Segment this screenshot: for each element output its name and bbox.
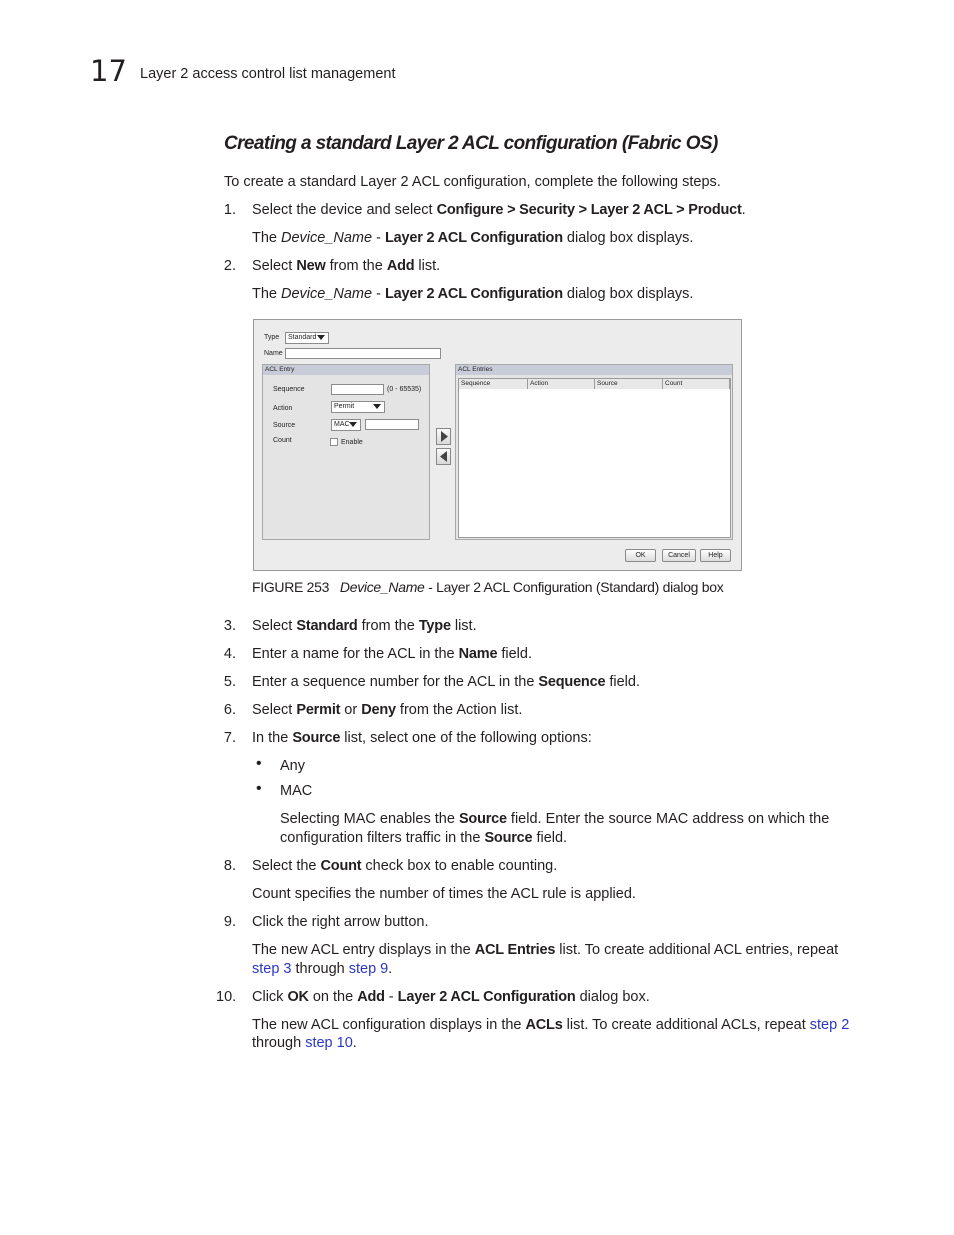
step-1-number: 1. bbox=[223, 202, 236, 218]
step-3-text: Select Standard from the Type list. bbox=[252, 618, 477, 634]
source-value: MAC bbox=[334, 421, 350, 428]
type-label: Type bbox=[264, 334, 280, 341]
type-select[interactable] bbox=[285, 332, 329, 344]
step-9-link[interactable]: step 9 bbox=[348, 961, 389, 977]
step-10-number: 10. bbox=[216, 989, 237, 1005]
bullet-icon: • bbox=[256, 780, 262, 797]
step-3-number: 3. bbox=[223, 618, 236, 634]
figure-label: FIGURE 253 bbox=[252, 579, 330, 595]
step-2-link[interactable]: step 2 bbox=[809, 1017, 850, 1033]
step-5-text: Enter a sequence number for the ACL in the Sequence field. bbox=[252, 674, 640, 690]
chevron-down-icon bbox=[373, 404, 381, 409]
action-select[interactable] bbox=[331, 401, 385, 413]
arrow-right-icon bbox=[437, 429, 450, 444]
step-9-number: 9. bbox=[223, 914, 236, 930]
step-2-note: The Device_Name - Layer 2 ACL Configuration dialog box displays. bbox=[252, 286, 694, 302]
step-9-text: Click the right arrow button. bbox=[252, 914, 429, 930]
count-label: Count bbox=[273, 437, 292, 444]
step-6-text: Select Permit or Deny from the Action list. bbox=[252, 702, 523, 718]
step-10-note-line-1: The new ACL configuration displays in the ACLs list. To create additional ACLs, repeat step 2 bbox=[252, 1017, 850, 1033]
step-4-text: Enter a name for the ACL in the Name field. bbox=[252, 646, 532, 662]
cancel-button[interactable]: Cancel bbox=[662, 549, 696, 562]
ok-button[interactable]: OK bbox=[625, 549, 656, 562]
name-input[interactable] bbox=[285, 348, 441, 359]
action-value: Permit bbox=[334, 403, 355, 410]
list-item: MAC bbox=[280, 783, 313, 799]
column-header[interactable]: Source bbox=[595, 379, 663, 389]
acl-configuration-dialog bbox=[253, 319, 742, 571]
step-8-note: Count specifies the number of times the ACL rule is applied. bbox=[252, 886, 636, 902]
add-entry-button[interactable] bbox=[436, 428, 451, 445]
step-5-number: 5. bbox=[223, 674, 236, 690]
step-9-note-line-2: step 3 through step 9. bbox=[252, 961, 393, 977]
figure-caption: FIGURE 253 Device_Name - Layer 2 ACL Configuration (Standard) dialog box bbox=[252, 579, 724, 595]
step-1-note: The Device_Name - Layer 2 ACL Configuration dialog box displays. bbox=[252, 230, 694, 246]
action-label: Action bbox=[273, 405, 293, 412]
enable-label: Enable bbox=[341, 439, 363, 446]
acl-entries-title: ACL Entries bbox=[456, 365, 732, 375]
type-value: Standard bbox=[288, 334, 317, 341]
step-8-text: Select the Count check box to enable counting. bbox=[252, 858, 558, 874]
name-label: Name bbox=[264, 350, 283, 357]
column-header[interactable]: Sequence bbox=[459, 379, 528, 389]
step-6-number: 6. bbox=[223, 702, 236, 718]
sequence-range: (0 - 65535) bbox=[387, 386, 422, 393]
step-3-link[interactable]: step 3 bbox=[252, 961, 292, 977]
step-7-number: 7. bbox=[223, 730, 236, 746]
acl-entries-panel bbox=[455, 364, 733, 540]
bullet-icon: • bbox=[256, 755, 262, 772]
step-10-text: Click OK on the Add - Layer 2 ACL Configuration dialog box. bbox=[252, 989, 650, 1005]
step-4-number: 4. bbox=[223, 646, 236, 662]
sequence-label: Sequence bbox=[273, 386, 305, 393]
sequence-input[interactable] bbox=[331, 384, 384, 395]
column-header[interactable]: Count bbox=[663, 379, 730, 389]
step-8-number: 8. bbox=[223, 858, 236, 874]
enable-checkbox[interactable] bbox=[330, 438, 338, 446]
acl-entries-table[interactable] bbox=[458, 378, 731, 538]
remove-entry-button[interactable] bbox=[436, 448, 451, 465]
step-1-text: Select the device and select Configure > Security > Layer 2 ACL > Product. bbox=[252, 202, 746, 218]
step-10-note-line-2: through step 10. bbox=[252, 1035, 357, 1051]
step-7-note-line-1: Selecting MAC enables the Source field. Enter the source MAC address on which the bbox=[280, 811, 830, 827]
step-2-text: Select New from the Add list. bbox=[252, 258, 441, 274]
list-item: Any bbox=[280, 758, 305, 774]
source-label: Source bbox=[273, 422, 296, 429]
step-9-note-line-1: The new ACL entry displays in the ACL Entries list. To create additional ACL entries, repeat bbox=[252, 942, 839, 958]
chevron-down-icon bbox=[349, 422, 357, 427]
intro-text: To create a standard Layer 2 ACL configuration, complete the following steps. bbox=[224, 174, 721, 190]
chapter-number: 17 bbox=[90, 54, 127, 88]
step-7-text: In the Source list, select one of the following options: bbox=[252, 730, 592, 746]
step-2-number: 2. bbox=[223, 258, 236, 274]
source-select[interactable] bbox=[331, 419, 361, 431]
step-10-link[interactable]: step 10 bbox=[305, 1035, 353, 1051]
column-header[interactable]: Action bbox=[528, 379, 595, 389]
acl-entry-title: ACL Entry bbox=[263, 365, 429, 375]
step-7-note-line-2: configuration filters traffic in the Source field. bbox=[280, 830, 568, 846]
section-title: Creating a standard Layer 2 ACL configuration (Fabric OS) bbox=[224, 133, 718, 154]
arrow-left-icon bbox=[437, 449, 450, 464]
chevron-down-icon bbox=[317, 335, 325, 340]
help-button[interactable]: Help bbox=[700, 549, 731, 562]
acl-entry-panel bbox=[262, 364, 430, 540]
figure-device-name: Device_Name bbox=[339, 579, 425, 595]
source-mac-input[interactable] bbox=[365, 419, 419, 430]
chapter-title: Layer 2 access control list management bbox=[140, 66, 396, 82]
